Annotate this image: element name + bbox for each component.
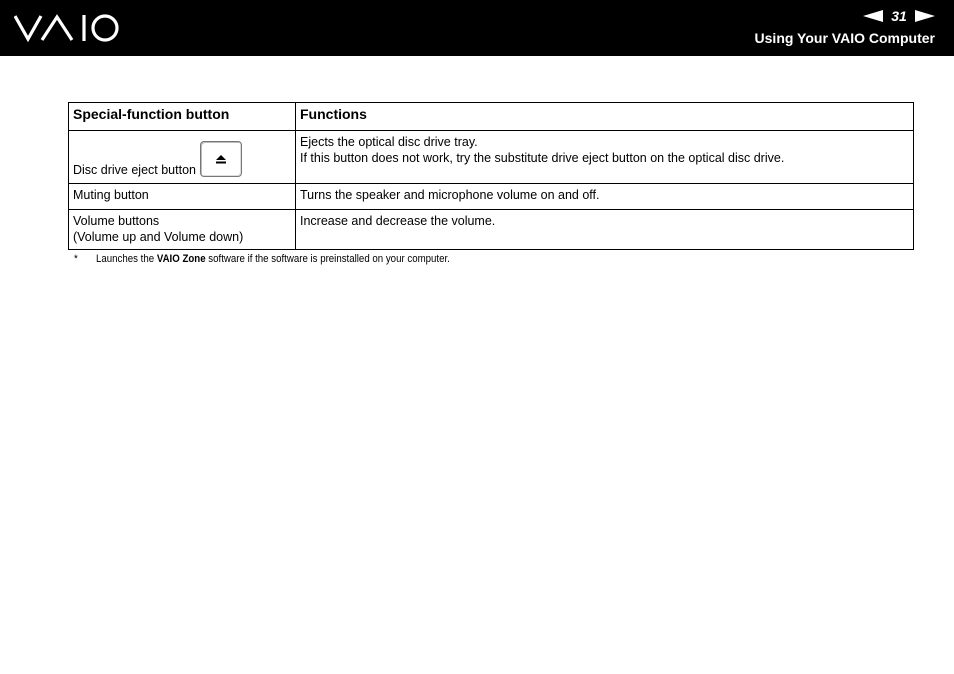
function-cell [296, 131, 914, 184]
table-header-row [69, 103, 914, 131]
column-header-button: Special-function button [69, 103, 296, 131]
triangle-right-icon[interactable] [915, 10, 935, 22]
footnote-emphasis: VAIO Zone [156, 253, 206, 265]
table-row [69, 210, 914, 250]
eject-key-image [200, 141, 242, 177]
function-line: Increase and decrease the volume. [300, 214, 496, 228]
eject-icon [216, 155, 226, 164]
button-name: Muting button [73, 188, 149, 202]
button-cell [69, 184, 296, 210]
table-row [69, 184, 914, 210]
header-bar [0, 0, 954, 56]
button-name: Volume buttons [73, 214, 160, 228]
footnote [74, 253, 450, 265]
vaio-logo [14, 14, 120, 42]
function-line: Ejects the optical disc drive tray. [300, 135, 478, 149]
function-cell [296, 210, 914, 250]
button-name-detail: (Volume up and Volume down) [73, 230, 244, 244]
button-name: Disc drive eject button [73, 163, 196, 177]
footnote-marker: * [74, 253, 78, 265]
function-line: Turns the speaker and microphone volume on and off. [300, 188, 600, 202]
button-cell [69, 131, 296, 184]
table-row [69, 131, 914, 184]
special-function-table [68, 102, 914, 250]
column-header-functions: Functions [296, 103, 914, 131]
triangle-left-icon[interactable] [863, 10, 883, 22]
section-title: Using Your VAIO Computer [754, 30, 935, 46]
page-navigation [863, 8, 935, 24]
function-cell [296, 184, 914, 210]
page-number: 31 [891, 8, 907, 24]
footnote-text: Launches the [96, 253, 157, 265]
footnote-text-end: software if the software is preinstalled on your computer. [205, 253, 450, 265]
button-cell [69, 210, 296, 250]
function-line: If this button does not work, try the substitute drive eject button on the optical disc drive. [300, 151, 785, 165]
